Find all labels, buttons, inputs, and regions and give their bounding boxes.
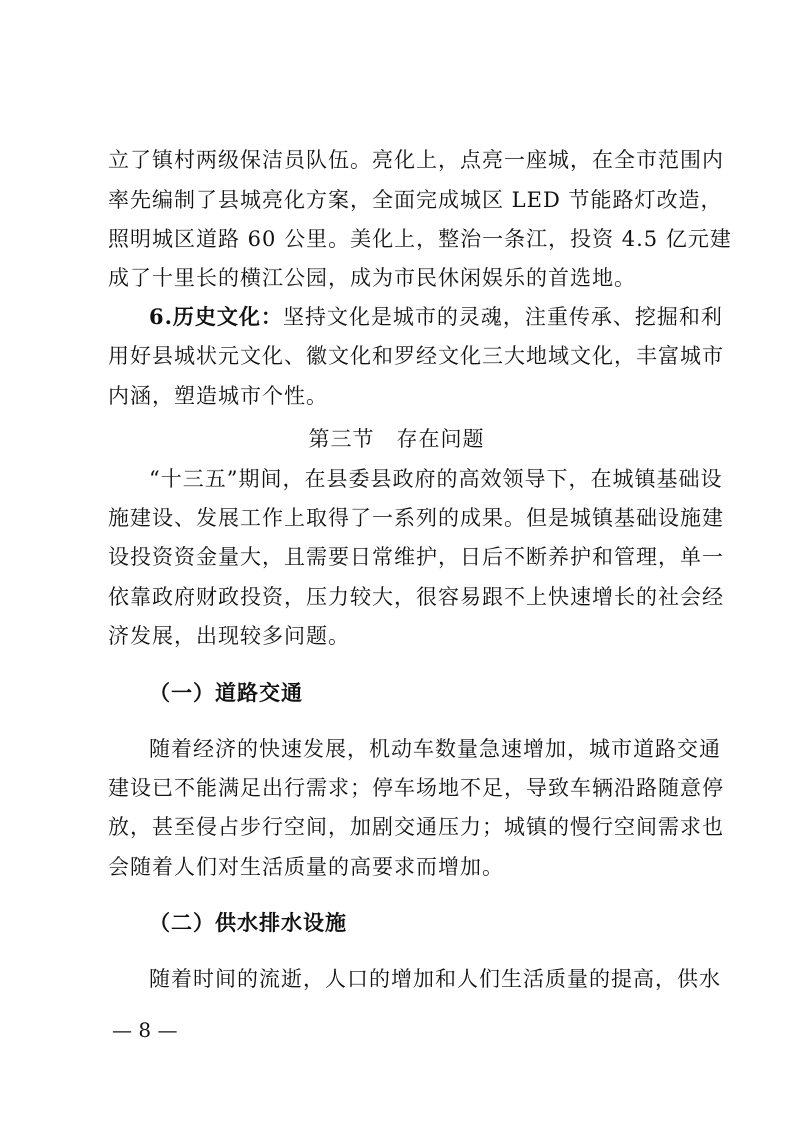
history-culture-line: 内涵，塑造城市个性。	[108, 384, 328, 408]
history-culture-line: 用好县城状元文化、徽文化和罗经文化三大地域文化，丰富城市	[108, 344, 724, 368]
intro-line: 设投资资金量大，且需要日常维护，日后不断养护和管理，单一	[108, 545, 724, 569]
history-culture-line	[149, 304, 723, 329]
road-traffic-line: 放，甚至侵占步行空间，加剧交通压力；城镇的慢行空间需求也	[108, 815, 724, 839]
water-supply-heading: （二）供水排水设施	[149, 910, 347, 935]
intro-line: 济发展，出现较多问题。	[108, 624, 350, 648]
intro-line: 依靠政府财政投资，压力较大，很容易跟不上快速增长的社会经	[108, 585, 724, 609]
paragraph-line: 照明城区道路 60 公里。美化上，整治一条江，投资 4.5 亿元建	[108, 227, 732, 251]
paragraph-line: 成了十里长的横江公园，成为市民休闲娱乐的首选地。	[108, 266, 636, 290]
page-number: — 8 —	[112, 1018, 178, 1042]
intro-line: 施建设、发展工作上取得了一系列的成果。但是城镇基础设施建	[108, 506, 724, 530]
paragraph-line: 立了镇村两级保洁员队伍。亮化上，点亮一座城，在全市范围内	[108, 148, 724, 172]
paragraph-line: 率先编制了县城亮化方案，全面完成城区 LED 节能路灯改造，	[108, 188, 723, 212]
road-traffic-line: 随着经济的快速发展，机动车数量急速增加，城市道路交通	[149, 737, 721, 761]
history-culture-label: 6.历史文化：	[149, 304, 283, 329]
road-traffic-heading: （一）道路交通	[149, 680, 303, 705]
section-title: 第三节 存在问题	[308, 427, 485, 451]
water-supply-line: 随着时间的流逝，人口的增加和人们生活质量的提高，供水	[149, 967, 721, 991]
road-traffic-line: 建设已不能满足出行需求；停车场地不足，导致车辆沿路随意停	[108, 776, 724, 800]
intro-line: “十三五”期间，在县委县政府的高效领导下，在城镇基础设	[149, 467, 723, 491]
road-traffic-line: 会随着人们对生活质量的高要求而增加。	[108, 855, 504, 879]
history-culture-text: 坚持文化是城市的灵魂，注重传承、挖掘和利	[282, 305, 723, 329]
